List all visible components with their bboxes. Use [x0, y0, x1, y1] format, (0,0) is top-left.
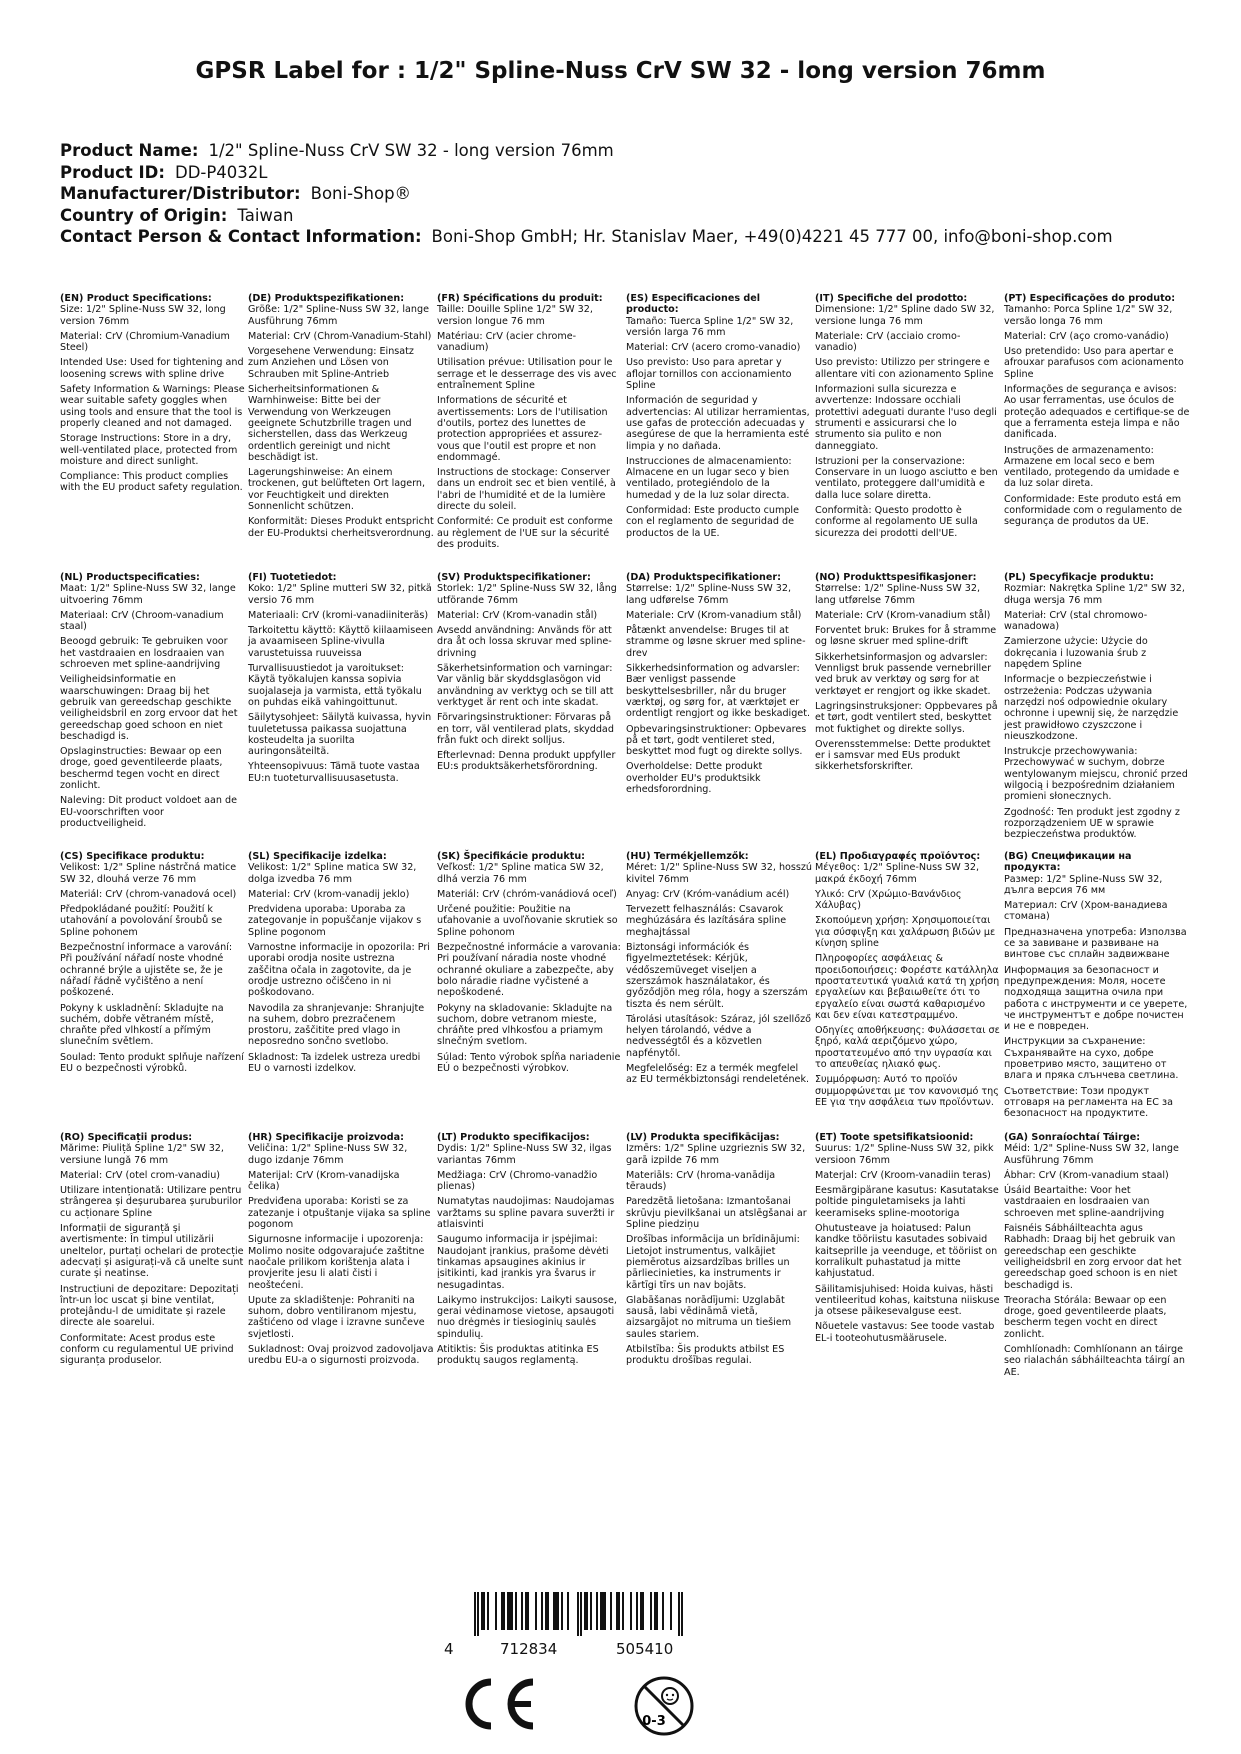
no-children-0-3-icon [632, 1674, 696, 1738]
lang-paragraph: Material: CrV (acero cromo-vanadio) [626, 342, 801, 354]
lang-paragraph: Medžiaga: CrV (Chromo-vanadžio plienas) [437, 1169, 598, 1193]
lang-paragraph: Koko: 1/2" Spline mutteri SW 32, pitkä versio 76 mm [248, 583, 432, 606]
lang-paragraph: Material: CrV (Krom-vanadin stål) [437, 609, 598, 621]
barcode-digits-right: 505410 [616, 1640, 674, 1658]
lang-paragraph: Materiał: CrV (stal chromowo-wanadowa) [1004, 609, 1148, 633]
lang-paragraph: Conformidad: Este producto cumple con el reglamento de seguridad de productos de la UE. [626, 505, 799, 539]
lang-paragraph: Lagringsinstruksjoner: Oppbevares på et tørt, godt ventilert sted, beskyttet mot fuktighet og direkte sollys. [815, 700, 998, 735]
lang-paragraph: Istruzioni per la conservazione: Conservare in un luogo asciutto e ben ventilato, proteggere dall'umidità e dalla luce solare diretta. [815, 455, 998, 501]
manufacturer-label: Manufacturer/Distributor: [60, 184, 301, 203]
lang-paragraph: Conformità: Questo prodotto è conforme al regolamento UE sulla sicurezza dei prodotti dell'UE. [815, 505, 978, 539]
lang-paragraph: Materiale: CrV (Krom-vanadium stål) [815, 609, 991, 621]
lang-paragraph: Predviđena uporaba: Koristi se za zatezanje i otpuštanje vijaka sa spline pogonom [248, 1196, 431, 1231]
lang-block [1004, 572, 1190, 845]
lang-block [815, 851, 1001, 1112]
lang-paragraph: Størrelse: 1/2" Spline-Nuss SW 32, lang udførelse 76mm [626, 583, 792, 606]
lang-block [626, 1132, 812, 1371]
origin-label: Country of Origin: [60, 205, 228, 225]
lang-title: (FR) Spécifications du produit: [437, 293, 603, 304]
lang-title: (CS) Specifikace produktu: [60, 851, 205, 862]
lang-block [60, 851, 246, 1078]
lang-paragraph: Naleving: Dit product voldoet aan de EU-voorschriften voor productveiligheid. [60, 795, 237, 829]
contact-row [60, 226, 1113, 248]
lang-paragraph: Conformité: Ce produit est conforme au règlement de l'UE sur la sécurité des produits. [437, 516, 613, 550]
lang-title: (PT) Especificações do produto: [1004, 293, 1176, 304]
lang-paragraph: Conformitate: Acest produs este conform cu regulamentul UE privind siguranța produselor. [60, 1332, 234, 1367]
lang-title: (GA) Sonraíochtaí Táirge: [1004, 1132, 1141, 1143]
lang-paragraph: Atbilstība: Šis produkts atbilst ES produktu drošības regulai. [626, 1344, 785, 1367]
lang-block [248, 1132, 434, 1371]
lang-paragraph: Sikkerhedsinformation og advarsler: Bær venligst passende beskyttelsesbriller, når du bruger værktøj, og sørg for, at værktøjet er ordentligt rengjort og ikke beskadiget. [626, 663, 811, 720]
lang-paragraph: Materiale: CrV (Krom-vanadium stål) [626, 609, 802, 621]
lang-paragraph: Bezpečnostné informácie a varovania: Pri používaní náradia noste vhodné ochranné okuliare a zabezpečte, aby bolo náradie riadne vyčistené a nepoškodené. [437, 942, 621, 999]
lang-paragraph: Συμμόρφωση: Αυτό το προϊόν συμμορφώνεται με τον κανονισμό της ΕΕ για την ασφάλεια των προϊόντων. [815, 1074, 999, 1108]
lang-paragraph: Instructions de stockage: Conserver dans un endroit sec et bien ventilé, à l'abri de l'humidité et de la lumière directe du soleil. [437, 467, 616, 513]
lang-title: (BG) Спецификации на продукта: [1004, 851, 1132, 874]
origin: Taiwan [237, 205, 294, 225]
barcode-icon [444, 1592, 744, 1636]
lang-paragraph: Material: CrV (aço cromo-vanádio) [1004, 330, 1169, 342]
lang-paragraph: Veličina: 1/2" Spline-Nuss SW 32, dugo izdanje 76mm [248, 1143, 408, 1166]
product-id-label: Product ID: [60, 162, 165, 182]
lang-paragraph: Materiale: CrV (acciaio cromo-vanadio) [815, 330, 961, 354]
lang-paragraph: Material: CrV (Chrom-Vanadium-Stahl) [248, 330, 432, 342]
lang-paragraph: Safety Information & Warnings: Please wear suitable safety goggles when using tools and ensure that the tool is properly cleaned and not damaged. [60, 384, 245, 429]
page-title: GPSR Label for : 1/2" Spline-Nuss CrV SW 32 - long version 76mm [195, 58, 1046, 84]
lang-paragraph: Πληροφορίες ασφάλειας & προειδοποιήσεις: Φορέστε κατάλληλα προστατευτικά γυαλιά κατά τη χρήση εργαλείων και βεβαιωθείτε ότι το εργαλείο είναι σωστά καθαρισμένο και δεν είναι κατεστραμμένο. [815, 953, 1000, 1021]
lang-block [1004, 293, 1190, 532]
lang-paragraph: Size: 1/2" Spline-Nuss SW 32, long version 76mm [60, 304, 226, 327]
lang-paragraph: Velikost: 1/2" Spline matica SW 32, dolga izvedba 76 mm [248, 862, 417, 885]
lang-block [626, 293, 812, 543]
lang-paragraph: Méret: 1/2" Spline-Nuss SW 32, hosszú kivitel 76mm [626, 862, 813, 885]
lang-paragraph: Treoracha Stórála: Bewaar op een droge, goed geventileerde plaats, bescherm tegen vocht en direct zonlicht. [1004, 1294, 1167, 1340]
lang-paragraph: Veľkosť: 1/2" Spline matica SW 32, dlhá verzia 76 mm [437, 862, 604, 885]
lang-paragraph: Paredzētā lietošana: Izmantošanai skrūvju pievilkšanai un atslēgšanai ar Spline piedziņu [626, 1196, 807, 1231]
lang-paragraph: Informacje o bezpieczeństwie i ostrzeżenia: Podczas używania narzędzi noś odpowiednie okulary ochronne i upewnij się, że narzędzie jest prawidłowo czyszczone i nieuszkodzone. [1004, 674, 1179, 742]
lang-paragraph: Megfelelőség: Ez a termék megfelel az EU termékbiztonsági rendeletének. [626, 1063, 810, 1086]
lang-paragraph: Instrucciones de almacenamiento: Almacene en un lugar seco y bien ventilado, protegiéndolo de la humedad y de la luz solar directa. [626, 455, 792, 501]
lang-title: (NL) Productspecificaties: [60, 572, 200, 583]
lang-paragraph: Ohutusteave ja hoiatused: Palun kandke tööriistu kasutades sobivaid kaitseprille ja veenduge, et tööriist on korralikult puhastatud ja mitte kahjustatud. [815, 1223, 998, 1280]
lang-paragraph: Maat: 1/2" Spline-Nuss SW 32, lange uitvoering 76mm [60, 583, 236, 606]
lang-paragraph: Materiál: CrV (chrom-vanadová ocel) [60, 888, 237, 900]
lang-paragraph: Konformität: Dieses Produkt entspricht der EU-Produktsi cherheitsverordnung. [248, 516, 434, 539]
lang-paragraph: Informații de siguranță și avertismente: În timpul utilizării uneltelor, purtați ochelari de protecție adecvați și asigurați-vă că unelte sunt curate și neatinse. [60, 1223, 244, 1280]
lang-block [437, 1132, 623, 1371]
ce-mark-icon [455, 1676, 537, 1732]
lang-paragraph: Größe: 1/2" Spline-Nuss SW 32, lange Ausführung 76mm [248, 304, 429, 327]
lang-block [248, 851, 434, 1078]
lang-paragraph: Material: CrV (krom-vanadij jeklo) [248, 888, 410, 900]
lang-paragraph: Overholdelse: Dette produkt overholder EU's produktsikk erhedsforordning. [626, 761, 763, 796]
lang-paragraph: Opbevaringsinstruktioner: Opbevares på et tørt, godt ventileret sted, beskyttet mod fugt og direkte sollys. [626, 723, 807, 758]
lang-paragraph: Varnostne informacije in opozorila: Pri uporabi orodja nosite ustrezna zaščitna očala in zagotovite, da je orodje ustrezno očiščeno in ni poškodovano. [248, 942, 430, 999]
lang-paragraph: Materiāls: CrV (hroma-vanādija tērauds) [626, 1169, 776, 1193]
lang-paragraph: Material: CrV (otel crom-vanadiu) [60, 1169, 221, 1181]
lang-paragraph: Opslaginstructies: Bewaar op een droge, goed geventileerde plaats, beschermd tegen vocht en direct zonlicht. [60, 746, 223, 792]
lang-paragraph: Dydis: 1/2" Spline-Nuss SW 32, ilgas variantas 76mm [437, 1143, 612, 1166]
lang-paragraph: Material: CrV (Chromium-Vanadium Steel) [60, 330, 230, 354]
product-info [60, 140, 1113, 248]
lang-title: (EL) Προδιαγραφές προϊόντος: [815, 851, 981, 862]
lang-block [815, 1132, 1001, 1348]
lang-paragraph: Σκοπούμενη χρήση: Χρησιμοποιείται για σύσφιγξη και χαλάρωση βιδών με κίνηση spline [815, 915, 996, 950]
contact-label: Contact Person & Contact Information: [60, 227, 422, 246]
lang-paragraph: Atitiktis: Šis produktas atitinka ES produktų saugos reglamentą. [437, 1344, 599, 1367]
barcode-digits-left: 712834 [500, 1640, 558, 1658]
lang-block [626, 572, 812, 799]
lang-title: (ES) Especificaciones del producto: [626, 293, 761, 316]
lang-paragraph: Uso previsto: Utilizzo per stringere e allentare viti con azionamento Spline [815, 357, 994, 380]
lang-paragraph: Инструкции за съхранение: Съхранявайте на сухо, добре проветриво място, защитено от влага и пряка слънчева светлина. [1004, 1036, 1179, 1082]
lang-paragraph: Информация за безопасност и предупреждения: Моля, носете подходяща защитна очила при работа с инструменти и се уверете, че инструментът е добре почистен и не е повреден. [1004, 964, 1188, 1033]
lang-paragraph: Informações de segurança e avisos: Ao usar ferramentas, use óculos de proteção adequados e certifique-se de que a ferramenta esteja limpa e não danificada. [1004, 384, 1190, 441]
lang-paragraph: Suurus: 1/2" Spline-Nuss SW 32, pikk versioon 76mm [815, 1143, 994, 1166]
product-name: 1/2" Spline-Nuss CrV SW 32 - long version 76mm [208, 141, 614, 160]
lang-paragraph: Størrelse: 1/2" Spline-Nuss SW 32, lang utførelse 76mm [815, 583, 981, 606]
lang-title: (ET) Toote spetsifikatsioonid: [815, 1132, 974, 1143]
lang-block [248, 572, 434, 788]
lang-paragraph: Informazioni sulla sicurezza e avvertenze: Indossare occhiali protettivi adeguati durante l'uso degli strumenti e assicurarsi che lo strumento sia pulito e non danneggiato. [815, 384, 997, 452]
lang-paragraph: Úsáid Beartaithe: Voor het vastdraaien en losdraaien van schroeven met spline-aandrijving [1004, 1185, 1165, 1219]
product-id-row [60, 162, 1113, 184]
lang-title: (HU) Termékjellemzők: [626, 851, 749, 862]
lang-paragraph: Uso pretendido: Uso para apertar e afrouxar parafusos com acionamento Spline [1004, 346, 1184, 380]
lang-paragraph: Efterlevnad: Denna produkt uppfyller EU:s produktsäkerhetsförordning. [437, 750, 616, 773]
lang-block [437, 572, 623, 777]
lang-block [815, 293, 1001, 543]
lang-paragraph: Biztonsági információk és figyelmeztetések: Kérjük, védőszemüveget viseljen a szerszámok használatakor, és győződjön meg róla, hogy a szerszám tiszta és nem sérült. [626, 942, 808, 1010]
lang-paragraph: Dimensione: 1/2" Spline dado SW 32, versione lunga 76 mm [815, 304, 995, 327]
lang-paragraph: Bezpečnostní informace a varování: Při používání nářadí noste vhodné ochranné brýle a ujistěte se, že je nářadí řádně vyčištěno a není poškozené. [60, 942, 233, 999]
lang-title: (FI) Tuotetiedot: [248, 572, 337, 583]
lang-paragraph: Faisnéis Sábháilteachta agus Rabhadh: Draag bij het gebruik van gereedschap een geschikte veiligheidsbril en zorg ervoor dat het gereedschap goed schoon is en niet beschadigd is. [1004, 1223, 1182, 1291]
lang-paragraph: Materiál: CrV (chróm-vanádiová oceľ) [437, 888, 617, 900]
lang-title: (PL) Specyfikacje produktu: [1004, 572, 1154, 583]
lang-paragraph: Storlek: 1/2" Spline-Nuss SW 32, lång utförande 76mm [437, 583, 617, 606]
lang-paragraph: Säilitamisjuhised: Hoida kuivas, hästi ventileeritud kohas, kaitstuna niiskuse ja otsese päikesevalguse eest. [815, 1283, 1000, 1318]
lang-paragraph: Pokyny na skladovanie: Skladujte na suchom, dobre vetranom mieste, chráňte pred vlhkosťou a priamym slnečným svetlom. [437, 1002, 613, 1048]
lang-paragraph: Matériau: CrV (acier chrome-vanadium) [437, 330, 577, 354]
lang-paragraph: Velikost: 1/2" Spline nástrčná matice SW 32, dlouhá verze 76 mm [60, 862, 237, 885]
lang-block [60, 1132, 246, 1371]
lang-paragraph: Saugumo informacija ir įspėjimai: Naudojant įrankius, prašome dėvėti tinkamas apsaugines akinius ir įsitikinti, kad įrankis yra švarus ir nesugadintas. [437, 1234, 609, 1291]
lang-block [1004, 1132, 1190, 1382]
manufacturer: Boni-Shop® [310, 184, 412, 203]
lang-title: (LT) Produkto specifikacijos: [437, 1132, 590, 1143]
lang-paragraph: Υλικό: CrV (Χρώμιο-Βανάνδιος Χάλυβας) [815, 888, 962, 912]
lang-paragraph: Anyag: CrV (Króm-vanádium acél) [626, 888, 790, 900]
lang-paragraph: Instrucțiuni de depozitare: Depozitați într-un loc uscat și bine ventilat, protejându-l de umiditate și razele directe ale soarelui. [60, 1283, 239, 1329]
lang-paragraph: Μέγεθος: 1/2" Spline-Nuss SW 32, μακρά έκδοχή 76mm [815, 862, 980, 885]
barcode-digit-first: 4 [444, 1640, 454, 1658]
lang-paragraph: Tamanho: Porca Spline 1/2" SW 32, versão longa 76 mm [1004, 304, 1173, 327]
manufacturer-row [60, 183, 1113, 205]
lang-paragraph: Instrukcje przechowywania: Przechowywać w suchym, dobrze wentylowanym miejscu, chronić przed wilgocią i bezpośrednim działaniem promieni słonecznych. [1004, 746, 1188, 803]
lang-paragraph: Yhteensopivuus: Tämä tuote vastaa EU:n tuoteturvallisuusasetusta. [248, 761, 420, 784]
lang-block [626, 851, 812, 1090]
lang-paragraph: Zgodność: Ten produkt jest zgodny z rozporządzeniem UE w sprawie bezpieczeństwa produktów. [1004, 806, 1180, 841]
lang-paragraph: Materijal: CrV (Krom-vanadijska čelika) [248, 1169, 400, 1193]
lang-paragraph: Nõuetele vastavus: See toode vastab EL-i tooteohutusmäärusele. [815, 1321, 995, 1344]
lang-paragraph: Ábhar: CrV (Krom-vanadium staal) [1004, 1169, 1169, 1181]
lang-title: (DE) Produktspezifikationen: [248, 293, 405, 304]
lang-block [248, 293, 434, 543]
lang-title: (EN) Product Specifications: [60, 293, 212, 304]
lang-paragraph: Predvidena uporaba: Uporaba za zategovanje in popuščanje vijakov s Spline pogonom [248, 904, 422, 938]
lang-paragraph: Avsedd användning: Används för att dra åt och lossa skruvar med spline-drivning [437, 625, 612, 659]
lang-paragraph: Sikkerhetsinformasjon og advarsler: Vennligst bruk passende vernebriller ved bruk av verktøy og sørg for at verktøyet er rengjort og ikke skadet. [815, 651, 992, 697]
lang-paragraph: Tervezett felhasználás: Csavarok meghúzására és lazítására spline meghajtással [626, 904, 787, 938]
lang-paragraph: Sukladnost: Ovaj proizvod zadovoljava uredbu EU-a o sigurnosti proizvoda. [248, 1344, 434, 1367]
lang-paragraph: Turvallisuustiedot ja varoitukset: Käytä työkalujen kanssa sopivia suojalaseja ja varmista, että työkalu on puhdas eikä vahingoittunut. [248, 663, 422, 708]
lang-block [1004, 851, 1190, 1124]
lang-paragraph: Compliance: This product complies with the EU product safety regulation. [60, 471, 243, 494]
lang-title: (NO) Produkttspesifikasjoner: [815, 572, 977, 583]
lang-paragraph: Súlad: Tento výrobok spĺňa nariadenie EÚ o bezpečnosti výrobkov. [437, 1051, 621, 1075]
lang-paragraph: Forventet bruk: Brukes for å stramme og løsne skruer med spline-drift [815, 625, 997, 648]
lang-paragraph: Předpokládané použití: Použití k utahování a povolování šroubů se Spline pohonem [60, 904, 223, 938]
lang-paragraph: Utilizare intenționată: Utilizare pentru strângerea și deșurubarea șuruburilor cu acționare Spline [60, 1185, 242, 1219]
lang-paragraph: Izmērs: 1/2" Spline uzgrieznis SW 32, garā izpilde 76 mm [626, 1143, 806, 1166]
product-name-label: Product Name: [60, 141, 199, 160]
lang-paragraph: Tarkoitettu käyttö: Käyttö kiilaamiseen ja avaamiseen Spline-vivulla varustetuissa ruuveissa [248, 625, 434, 659]
lang-paragraph: Méid: 1/2" Spline-Nuss SW 32, lange Ausführung 76mm [1004, 1143, 1179, 1166]
lang-paragraph: Materiaali: CrV (kromi-vanadiiniteräs) [248, 609, 429, 621]
lang-paragraph: Tamaño: Tuerca Spline 1/2" SW 32, versión larga 76 mm [626, 315, 794, 338]
lang-paragraph: Οδηγίες αποθήκευσης: Φυλάσσεται σε ξηρό, καλά αεριζόμενο χώρο, προστατευμένο από την υγρασία και το απευθείας ηλιακό φως. [815, 1025, 1000, 1071]
lang-paragraph: Vorgesehene Verwendung: Einsatz zum Anziehen und Lösen von Schrauben mit Spline-Antrieb [248, 346, 414, 380]
lang-title: (SV) Produktspecifikationer: [437, 572, 591, 583]
lang-paragraph: Размер: 1/2" Spline-Nuss SW 32, дълга версия 76 мм [1004, 873, 1163, 896]
lang-paragraph: Eesmärgipärane kasutus: Kasutatakse poltide pinguletamiseks ja lahti keeramiseks spline-mootoriga [815, 1185, 999, 1219]
lang-paragraph: Sicherheitsinformationen & Warnhinweise: Bitte bei der Verwendung von Werkzeugen geeignete Schutzbrille tragen und sicherstellen, dass das Werkzeug ordentlich gereinigt und nicht beschädigt ist. [248, 384, 412, 463]
lang-paragraph: Storage Instructions: Store in a dry, well-ventilated place, protected from moisture and direct sunlight. [60, 433, 238, 467]
lang-paragraph: Materjal: CrV (Kroom-vanadiin teras) [815, 1169, 991, 1181]
lang-block [60, 572, 246, 833]
lang-block [60, 293, 246, 498]
lang-paragraph: Taille: Douille Spline 1/2" SW 32, version longue 76 mm [437, 304, 593, 327]
lang-paragraph: Zamierzone użycie: Użycie do dokręcania i luzowania śrub z napędem Spline [1004, 636, 1148, 671]
lang-paragraph: Určené použitie: Použitie na uťahovanie a uvoľňovanie skrutiek so Spline pohonom [437, 904, 618, 938]
lang-paragraph: Utilisation prévue: Utilisation pour le serrage et le desserrage des vis avec entraînement Spline [437, 357, 617, 392]
lang-paragraph: Uso previsto: Uso para apretar y aflojar tornillos con accionamiento Spline [626, 357, 792, 392]
lang-paragraph: Съответствие: Този продукт отговаря на регламента на ЕС за безопасност на продуктите. [1004, 1085, 1173, 1120]
lang-paragraph: Drošības informācija un brīdinājumi: Lietojot instrumentus, valkājiet piemērotus aizsardzības brilles un pārliecinieties, ka instruments ir kārtīgi tīrs un nav bojāts. [626, 1234, 800, 1291]
contact: Boni-Shop GmbH; Hr. Stanislav Maer, +49(0)4221 45 777 00, info@boni-shop.com [431, 227, 1113, 246]
lang-paragraph: Instruções de armazenamento: Armazene em local seco e bem ventilado, protegendo da umidade e da luz solar direta. [1004, 444, 1180, 490]
lang-paragraph: Rozmiar: Nakrętka Spline 1/2" SW 32, długa wersja 76 mm [1004, 583, 1185, 606]
lang-paragraph: Påtænkt anvendelse: Bruges til at stramme og løsne skruer med spline-drev [626, 625, 806, 659]
lang-paragraph: Conformidade: Este produto está em conformidade com o regulamento de segurança de produtos da UE. [1004, 493, 1183, 528]
lang-title: (DA) Produktspecifikationer: [626, 572, 781, 583]
lang-title: (LV) Produkta specifikācijas: [626, 1132, 780, 1143]
lang-paragraph: Veiligheidsinformatie en waarschuwingen: Draag bij het gebruik van gereedschap geschikte veiligheidsbril en zorg ervoor dat het gereedschap goed schoon en niet beschadigd is. [60, 674, 238, 742]
lang-paragraph: Tárolási utasítások: Száraz, jól szellőző helyen tárolandó, védve a nedvességtől és a közvetlen napfénytől. [626, 1013, 811, 1059]
lang-paragraph: Laikymo instrukcijos: Laikyti sausose, gerai vėdinamose vietose, apsaugoti nuo drėgmės ir tiesioginių saulės spindulių. [437, 1294, 617, 1340]
lang-paragraph: Förvaringsinstruktioner: Förvaras på en torr, väl ventilerad plats, skyddad från fukt och direkt solljus. [437, 712, 614, 746]
age-label: 0-3 [642, 1714, 666, 1729]
lang-paragraph: Glabāšanas norādījumi: Uzglabāt sausā, labi vēdināmā vietā, aizsargājot no mitruma un tiešiem saules stariem. [626, 1294, 792, 1340]
lang-title: (SK) Špecifikácie produktu: [437, 851, 586, 862]
lang-title: (RO) Specificații produs: [60, 1132, 193, 1143]
lang-paragraph: Предназначена употреба: Използва се за завиване и развиване на винтове със сплайн задвижване [1004, 926, 1187, 961]
lang-title: (IT) Specifiche del prodotto: [815, 293, 968, 304]
lang-block [437, 851, 623, 1078]
lang-title: (SL) Specifikacije izdelka: [248, 851, 387, 862]
lang-block [815, 572, 1001, 777]
lang-paragraph: Lagerungshinweise: An einem trockenen, gut belüfteten Ort lagern, vor Feuchtigkeit und direkten Sonnenlicht schützen. [248, 467, 426, 513]
product-name-row [60, 140, 1113, 162]
lang-paragraph: Mărime: Piuliță Spline 1/2" SW 32, versiune lungă 76 mm [60, 1143, 224, 1166]
lang-paragraph: Pokyny k uskladnění: Skladujte na suchém, dobře větraném místě, chraňte před vlhkostí a přímým slunečním světlem. [60, 1002, 224, 1048]
product-id: DD-P4032L [174, 162, 268, 182]
origin-row [60, 205, 1113, 227]
lang-paragraph: Overensstemmelse: Dette produktet er i samsvar med EUs produkt sikkerhetsforskrifter. [815, 738, 991, 773]
lang-paragraph: Soulad: Tento produkt splňuje nařízení EU o bezpečnosti výrobků. [60, 1051, 244, 1075]
lang-paragraph: Información de seguridad y advertencias: Al utilizar herramientas, use gafas de protección adecuadas y asegúrese de que la herramienta esté limpia y no dañada. [626, 395, 810, 452]
lang-paragraph: Materiaal: CrV (Chroom-vanadium staal) [60, 609, 224, 633]
lang-paragraph: Sigurnosne informacije i upozorenja: Molimo nosite odgovarajuće zaštitne naočale prilikom korištenja alata i provjerite jesu li alati čisti i neoštećeni. [248, 1234, 425, 1291]
lang-paragraph: Comhlíonadh: Comhlíonann an táirge seo rialachán sábháilteachta táirgí an AE. [1004, 1344, 1185, 1378]
lang-paragraph: Beoogd gebruik: Te gebruiken voor het vastdraaien en losdraaien van schroeven met spline-aandrijving [60, 636, 228, 671]
lang-paragraph: Numatytas naudojimas: Naudojamas varžtams su spline pavara suveržti ir atlaisvinti [437, 1196, 615, 1231]
lang-paragraph: Upute za skladištenje: Pohraniti na suhom, dobro ventiliranom mjestu, zaštićeno od vlage i izravne sunčeve svjetlosti. [248, 1294, 425, 1340]
lang-paragraph: Navodila za shranjevanje: Shranjujte na suhem, dobro prezračenem prostoru, zaščitite pred vlago in neposredno sončno svetlobo. [248, 1002, 425, 1048]
lang-paragraph: Säkerhetsinformation och varningar: Var vänlig bär skyddsglasögon vid användning av verktyg och se till att verktyget är rent och inte skadat. [437, 663, 614, 708]
lang-paragraph: Skladnost: Ta izdelek ustreza uredbi EU o varnosti izdelkov. [248, 1051, 421, 1075]
lang-paragraph: Informations de sécurité et avertissements: Lors de l'utilisation d'outils, portez des lunettes de protection appropriées et assurez-vous que l'outil est propre et non endommagé. [437, 395, 608, 463]
lang-paragraph: Säilytysohjeet: Säilytä kuivassa, hyvin tuuletetussa paikassa suojattuna kosteudelta ja suorilta auringonsäteiltä. [248, 712, 432, 758]
lang-title: (HR) Specifikacije proizvoda: [248, 1132, 404, 1143]
lang-paragraph: Материал: CrV (Хром-ванадиева стомана) [1004, 900, 1168, 923]
lang-paragraph: Intended Use: Used for tightening and loosening screws with spline drive [60, 357, 244, 380]
lang-block [437, 293, 623, 554]
